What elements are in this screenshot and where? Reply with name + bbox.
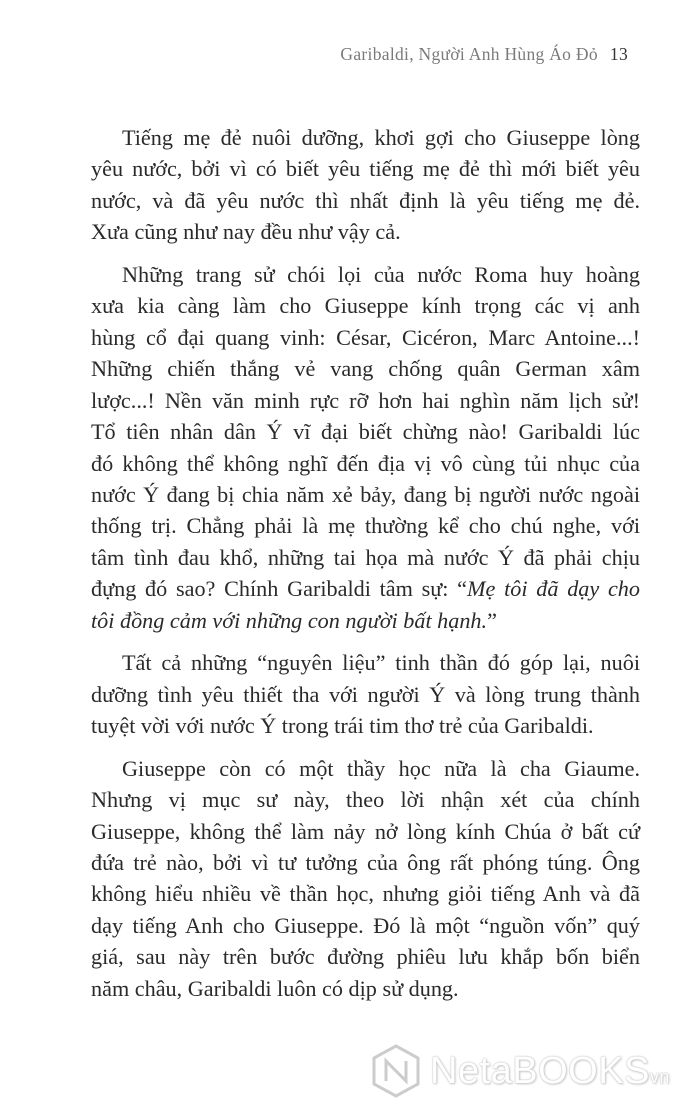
line-text: đứa trẻ nào, bởi vì tư tưởng của ông rất phóng túng. Ông [91,849,640,875]
text-line [91,753,640,784]
line-text: dưỡng tình yêu thiết tha với người Ý và lòng trung thành [91,681,640,707]
text-line [91,679,640,710]
text-line [91,385,640,416]
line-text: không hiểu nhiều về thần học, nhưng giỏi tiếng Anh và đã [91,881,640,907]
line-text: giá, sau này trên bước đường phiêu lưu khắp bốn biển [91,944,640,970]
closing-quote: ” [487,607,497,633]
line-text: năm châu, Garibaldi luôn có dịp sử dụng. [91,975,459,1001]
line-text: Tất cả những “nguyên liệu” tinh thần đó góp lại, nuôi [122,650,640,676]
line-text: nước Ý đang bị chia năm xẻ bảy, đang bị người nước ngoài [91,481,640,507]
text-line [91,416,640,447]
page-body [91,122,640,1015]
line-text: tâm tình đau khổ, những tai họa mà nước Ý đã phải chịu [91,544,640,570]
text-line [91,448,640,479]
line-text: lược...! Nền văn minh rực rỡ hơn hai nghìn năm lịch sử! [91,387,640,413]
text-line [91,605,640,636]
quote-text: tôi đồng cảm với những con người bất hạnh. [91,607,488,633]
text-line [91,573,640,604]
line-text: Nhưng vị mục sư này, theo lời nhận xét của chính [91,787,640,813]
quote-text: Mẹ tôi đã dạy cho [467,576,640,602]
line-text: dạy tiếng Anh cho Giuseppe. Đó là một “nguồn vốn” quý [91,912,640,938]
text-line [91,353,640,384]
line-text: đựng đó sao? Chính Garibaldi tâm sự: “ [91,576,468,602]
text-line [91,847,640,878]
text-line [91,479,640,510]
line-text: Tổ tiên nhân dân Ý vĩ đại biết chừng nào! Garibaldi lúc [91,419,640,445]
text-line [91,510,640,541]
text-line [91,816,640,847]
netabooks-watermark [370,1043,670,1099]
netabooks-logo-icon [370,1043,422,1099]
line-text: nước, và đã yêu nước thì nhất định là yêu tiếng mẹ đẻ. [91,187,640,213]
line-text: hùng cổ đại quang vinh: César, Cicéron, Marc Antoine...! [91,324,640,350]
line-text: Xưa cũng như nay đều như vậy cả. [91,219,401,245]
text-line [91,153,640,184]
paragraph [91,122,640,248]
text-line [91,290,640,321]
text-line [91,122,640,153]
line-text: Giuseppe còn có một thầy học nữa là cha Giaume. [122,755,640,781]
paragraph [91,259,640,636]
line-text: Những trang sử chói lọi của nước Roma huy hoàng [122,261,640,287]
text-line [91,185,640,216]
text-line [91,878,640,909]
line-text: Những chiến thắng vẻ vang chống quân German xâm [91,356,640,382]
line-text: yêu nước, bởi vì có biết yêu tiếng mẹ đẻ thì mới biết yêu [91,156,640,182]
line-text: Giuseppe, không thể làm nảy nở lòng kính Chúa ở bất cứ [91,818,640,844]
text-line [91,941,640,972]
line-text: tuyệt vời với nước Ý trong trái tim thơ trẻ của Garibaldi. [91,713,594,739]
text-line [91,784,640,815]
text-line [91,216,640,247]
page-number: 13 [609,44,628,64]
line-text: xưa kia càng làm cho Giuseppe kính trọng các vị anh [91,293,640,319]
watermark-text: NetaBOOKSvn [430,1049,670,1092]
line-text: đó không thể không nghĩ đến địa vị vô cùng tủi nhục của [91,450,640,476]
paragraph [91,647,640,741]
text-line [91,322,640,353]
text-line [91,910,640,941]
paragraph [91,753,640,1005]
text-line [91,542,640,573]
text-line [91,259,640,290]
running-header [340,44,628,65]
text-line [91,973,640,1004]
text-line [91,647,640,678]
book-title: Garibaldi, Người Anh Hùng Áo Đỏ [340,44,598,64]
text-line [91,710,640,741]
line-text: Tiếng mẹ đẻ nuôi dưỡng, khơi gợi cho Giuseppe lòng [122,125,640,150]
line-text: thống trị. Chẳng phải là mẹ thường kể cho chú nghe, với [91,513,640,539]
